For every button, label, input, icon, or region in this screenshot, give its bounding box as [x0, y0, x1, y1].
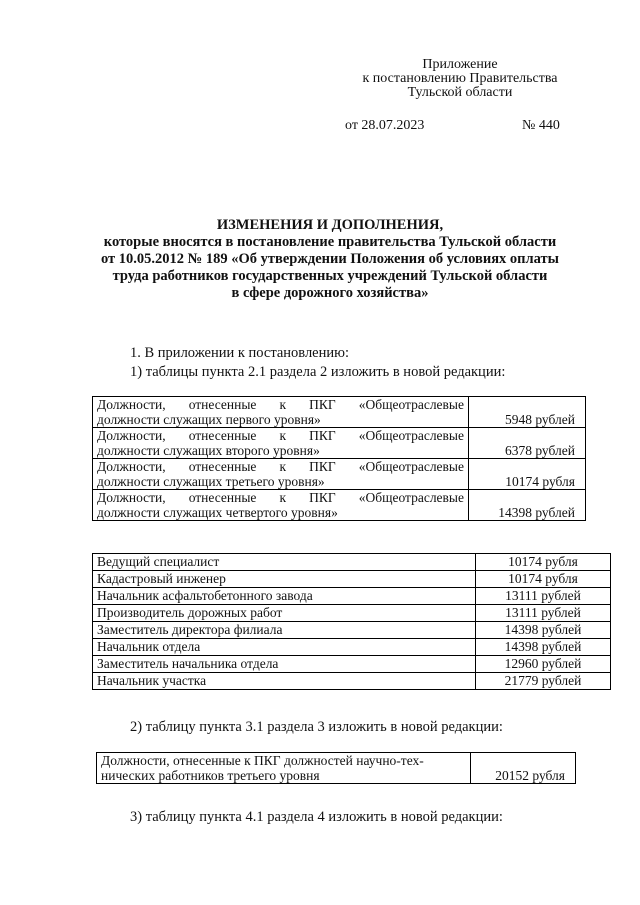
cell-line: Должности, отнесенные к ПКГ должностей научно-тех- — [101, 753, 424, 768]
table-row — [93, 571, 611, 588]
title-line-5: в сфере дорожного хозяйства» — [231, 285, 429, 301]
paragraph-4: 3) таблицу пункта 4.1 раздела 4 изложить в новой редакции: — [130, 809, 503, 825]
table-row — [93, 588, 611, 605]
table-row — [93, 459, 586, 490]
cell-line: должности служащих второго уровня» — [97, 443, 320, 458]
table-cell-position: Ведущий специалист — [93, 554, 476, 571]
cell-line: должности служащих третьего уровня» — [97, 474, 325, 489]
table-cell-salary: 12960 рублей — [476, 656, 611, 673]
table-cell-salary: 10174 рубля — [476, 554, 611, 571]
document-number: № 440 — [522, 118, 560, 133]
cell-line: нических работников третьего уровня — [101, 768, 320, 783]
appendix-header — [340, 58, 580, 100]
table-row — [93, 622, 611, 639]
table-cell-position: Кадастровый инженер — [93, 571, 476, 588]
table-row — [93, 490, 586, 521]
table-cell-position — [97, 753, 471, 784]
cell-line: Должности, отнесенные к ПКГ «Общеотраслевые — [97, 490, 464, 505]
table-row — [93, 397, 586, 428]
table-cell-salary: 20152 рубля — [471, 753, 576, 784]
table-cell-position — [93, 397, 469, 428]
table-cell-position — [93, 490, 469, 521]
appendix-line-3: Тульской области — [407, 85, 513, 100]
table-row — [93, 605, 611, 622]
table-cell-salary: 21779 рублей — [476, 673, 611, 690]
title-line-2: которые вносятся в постановление правительства Тульской области — [103, 234, 557, 250]
table-row — [93, 673, 611, 690]
cell-line: должности служащих четвертого уровня» — [97, 505, 338, 520]
paragraph-3: 2) таблицу пункта 3.1 раздела 3 изложить в новой редакции: — [130, 719, 503, 735]
paragraph-1: 1. В приложении к постановлению: — [130, 345, 350, 361]
table-row — [97, 753, 576, 784]
salary-table-scientific — [96, 752, 576, 784]
title-line-1: ИЗМЕНЕНИЯ И ДОПОЛНЕНИЯ, — [216, 217, 444, 233]
appendix-line-2: к постановлению Правительства — [362, 71, 558, 86]
table-row — [93, 656, 611, 673]
salary-table-positions — [92, 553, 611, 690]
table-cell-salary: 14398 рублей — [469, 490, 586, 521]
table-cell-salary: 5948 рублей — [469, 397, 586, 428]
document-date: от 28.07.2023 — [345, 118, 425, 133]
table-row — [93, 554, 611, 571]
table-cell-salary: 10174 рубля — [469, 459, 586, 490]
cell-line: должности служащих первого уровня» — [97, 412, 321, 427]
salary-table-general — [92, 396, 586, 521]
table-cell-salary: 13111 рублей — [476, 588, 611, 605]
table-cell-position: Производитель дорожных работ — [93, 605, 476, 622]
table-cell-salary: 6378 рублей — [469, 428, 586, 459]
title-line-4: труда работников государственных учреждений Тульской области — [112, 268, 548, 284]
table-cell-position: Начальник отдела — [93, 639, 476, 656]
table-cell-position — [93, 428, 469, 459]
table-cell-position: Начальник асфальтобетонного завода — [93, 588, 476, 605]
table-cell-salary: 14398 рублей — [476, 622, 611, 639]
table-row — [93, 428, 586, 459]
cell-line: Должности, отнесенные к ПКГ «Общеотраслевые — [97, 428, 464, 443]
table-row — [93, 639, 611, 656]
table-cell-salary: 14398 рублей — [476, 639, 611, 656]
cell-line: Должности, отнесенные к ПКГ «Общеотраслевые — [97, 459, 464, 474]
table-cell-position: Заместитель директора филиала — [93, 622, 476, 639]
table-cell-position — [93, 459, 469, 490]
paragraph-2: 1) таблицы пункта 2.1 раздела 2 изложить в новой редакции: — [130, 364, 506, 380]
document-title — [60, 217, 600, 302]
table-cell-salary: 13111 рублей — [476, 605, 611, 622]
cell-line: Должности, отнесенные к ПКГ «Общеотраслевые — [97, 397, 464, 412]
table-cell-salary: 10174 рубля — [476, 571, 611, 588]
title-line-3: от 10.05.2012 № 189 «Об утверждении Положения об условиях оплаты — [101, 251, 559, 267]
table-cell-position: Начальник участка — [93, 673, 476, 690]
appendix-line-1: Приложение — [422, 57, 498, 72]
table-cell-position: Заместитель начальника отдела — [93, 656, 476, 673]
